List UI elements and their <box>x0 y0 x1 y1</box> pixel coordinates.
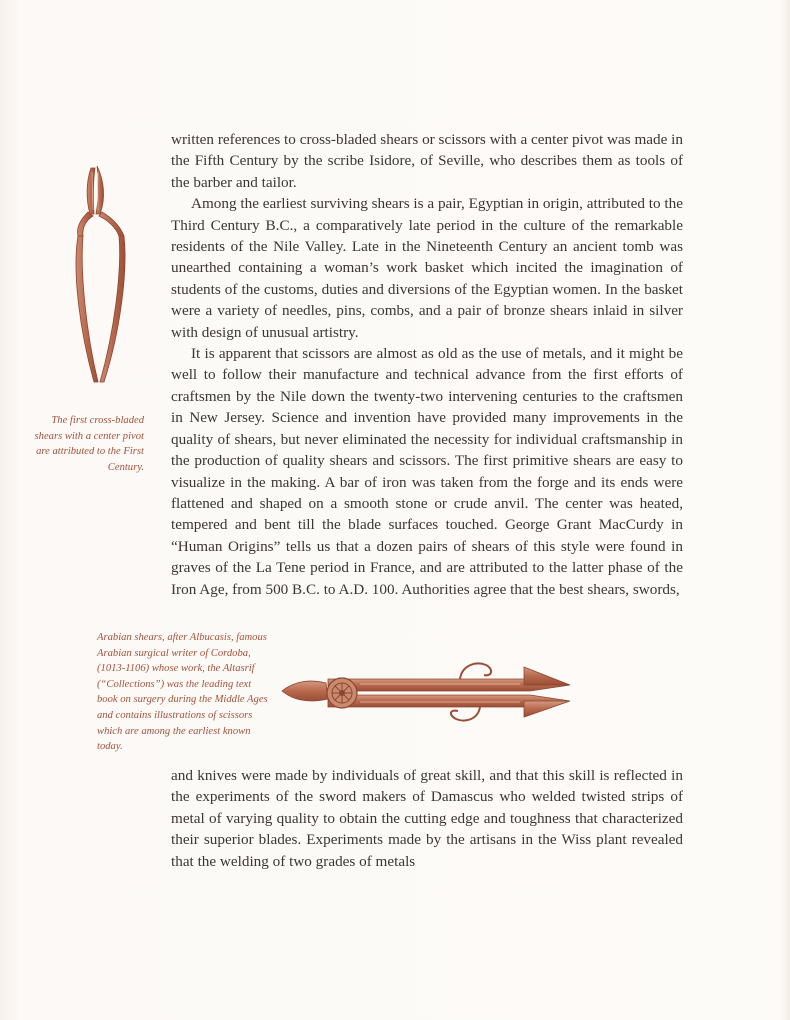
body-text-top <box>171 129 683 600</box>
caption-first-shears: The first cross-bladed shears with a center pivot are attributed to the First Century. <box>34 415 144 473</box>
paragraph-manufacture: It is apparent that scissors are almost as old as the use of metals, and it might be well to follow their manufacture and technical advance from the first efforts of craftsmen by the Nile down the twenty-two intervening centuries to the craftsmen in New Jersey. Science and invention have provided many improvements in the quality of shears, but never eliminated the necessity for individual craftsmanship in the production of quality shears and scissors. The first primitive shears are easy to visualize in the making. A bar of iron was taken from the forge and its ends were flattened and shaped on a smooth stone or crude anvil. The center was heated, tempered and bent till the blade surfaces touched. George Grant MacCurdy in “Human Origins” tells us that a dozen pairs of shears of this style were found in graves of the La Tene period in France, and are attributed to the latter phase of the Iron Age, from 500 B.C. to A.D. 100. Authorities agree that the best shears, swords, <box>171 345 683 598</box>
paragraph-egyptian-shears: Among the earliest surviving shears is a pair, Egyptian in origin, attributed to the Third Century B.C., a comparatively late period in the culture of the remarkable residents of the Nile Valley. Late in the Nineteenth Century an ancient tomb was unearthed containing a woman’s work basket which incited the imagination of students of the customs, duties and diversions of the Egyptian women. In the basket were a variety of needles, pins, combs, and a pair of bronze shears inlaid in silver with design of unusual artistry. <box>171 195 683 341</box>
paragraph-isidore: written references to cross-bladed shears or scissors with a center pivot was made in the Fifth Century by the scribe Isidore, of Seville, who describes them as tools of the barber and tailor. <box>171 131 683 191</box>
arabian-shears-illustration <box>280 657 572 725</box>
body-text-bottom <box>171 765 683 872</box>
paragraph-damascus: and knives were made by individuals of great skill, and that this skill is reflected in the experiments of the sword makers of Damascus who welded twisted strips of metal of varying quality to obtain the cutting edge and toughness that characterized their superior blades. Experiments made by the artisans in the Wiss plant revealed that the welding of two grades of metals <box>171 767 683 870</box>
first-shears-illustration <box>66 162 132 386</box>
caption-arabian-shears: Arabian shears, after Albucasis, famous Arabian surgical writer of Cordoba, (1013-1106) whose work, the Altasrif (“Collections”) was the leading text book on surgery during the Middle Ages and contains illustrations of scissors which are among the earliest known today. <box>97 632 268 753</box>
